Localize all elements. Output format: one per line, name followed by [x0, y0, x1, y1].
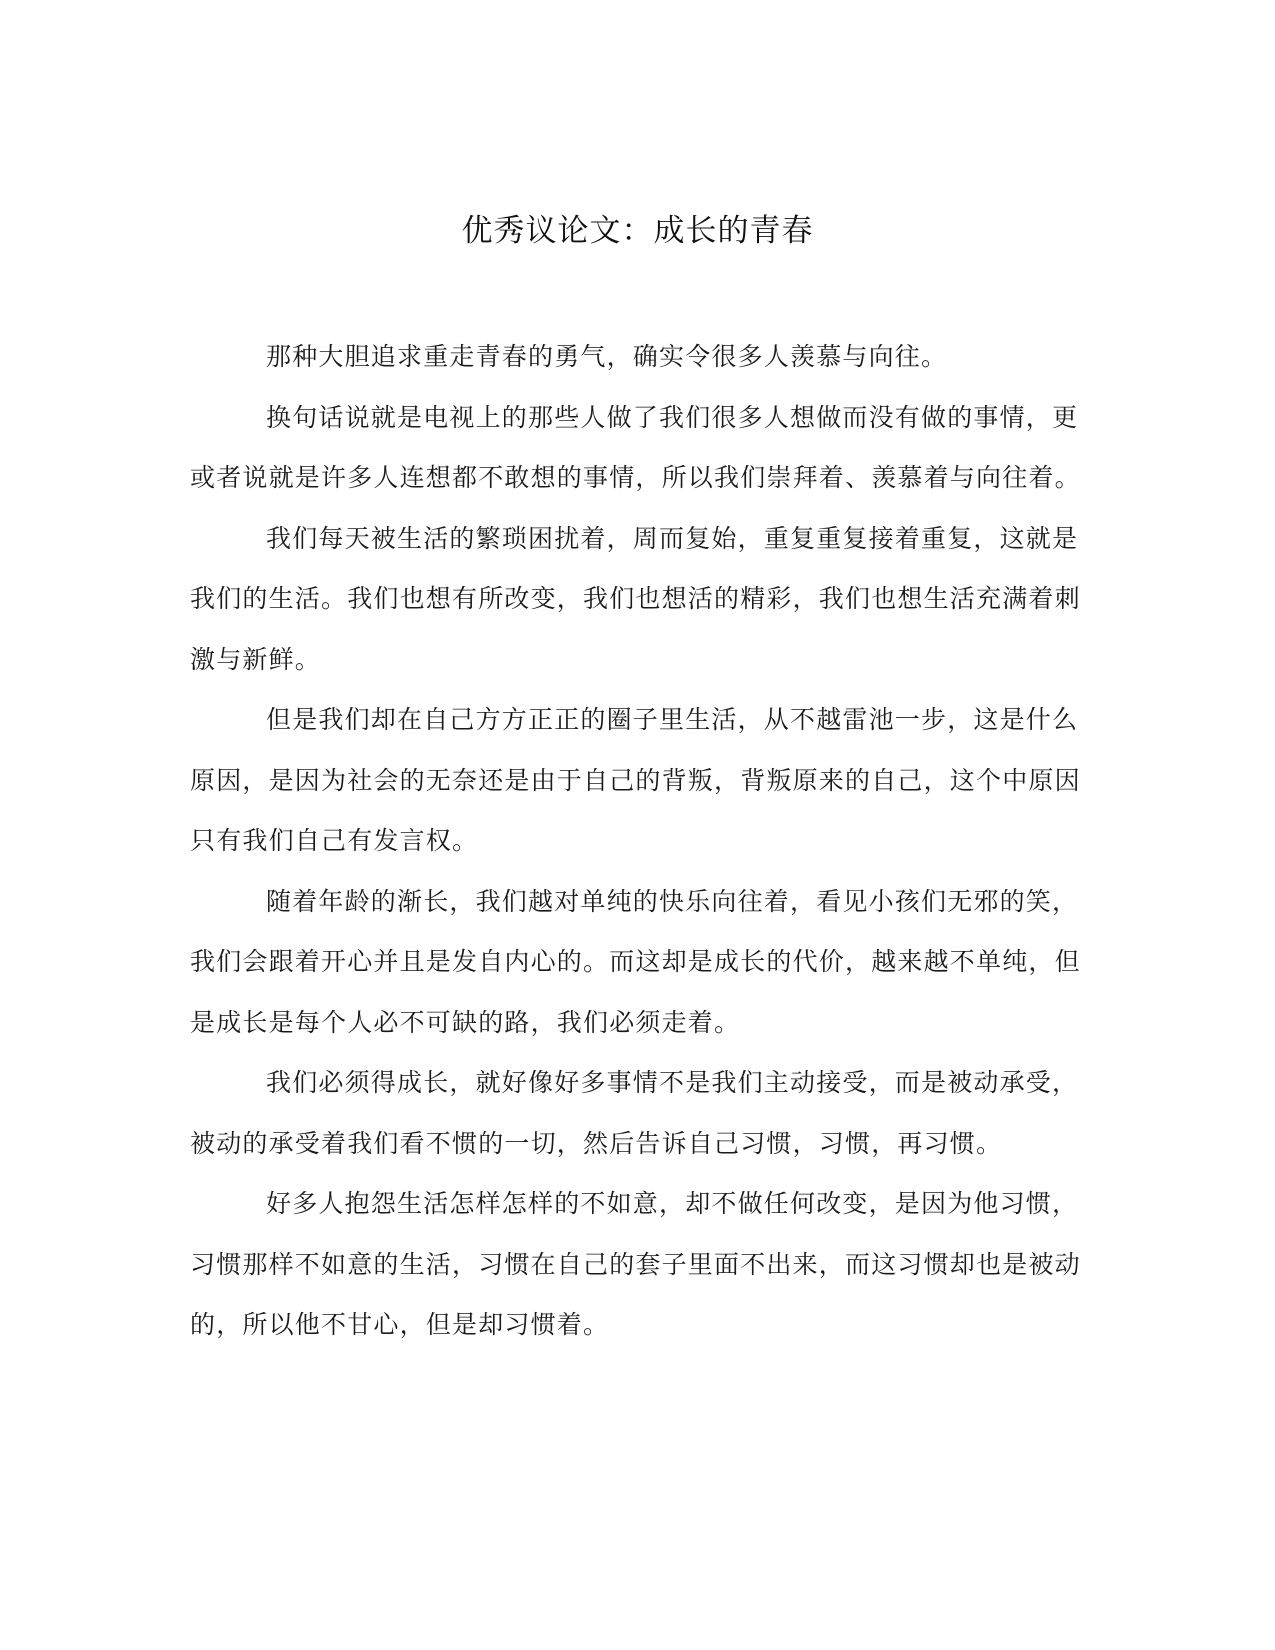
paragraph: 好多人抱怨生活怎样怎样的不如意，却不做任何改变，是因为他习惯，习惯那样不如意的生活，习惯在自己的套子里面不出来，而这习惯却也是被动的，所以他不甘心，但是却习惯着。 — [190, 1189, 1081, 1339]
paragraph: 我们每天被生活的繁琐困扰着，周而复始，重复重复接着重复，这就是我们的生活。我们也想有所改变，我们也想活的精彩，我们也想生活充满着刺激与新鲜。 — [190, 523, 1081, 674]
paragraph: 但是我们却在自己方方正正的圈子里生活，从不越雷池一步，这是什么原因，是因为社会的无奈还是由于自己的背叛，背叛原来的自己，这个中原因只有我们自己有发言权。 — [190, 705, 1081, 855]
paragraph: 换句话说就是电视上的那些人做了我们很多人想做而没有做的事情，更或者说就是许多人连想都不敢想的事情，所以我们崇拜着、羡慕着与向往着。 — [190, 402, 1081, 492]
paragraph: 我们必须得成长，就好像好多事情不是我们主动接受，而是被动承受，被动的承受着我们看不惯的一切，然后告诉自己习惯，习惯，再习惯。 — [190, 1068, 1079, 1158]
paragraph: 那种大胆追求重走青春的勇气，确实令很多人羡慕与向往。 — [266, 342, 948, 371]
document-body — [190, 327, 1082, 1356]
paragraph: 随着年龄的渐长，我们越对单纯的快乐向往着，看见小孩们无邪的笑，我们会跟着开心并且是发自内心的。而这却是成长的代价，越来越不单纯，但是成长是每个人必不可缺的路，我们必须走着。 — [190, 886, 1081, 1037]
document-title: 优秀议论文：成长的青春 — [461, 213, 814, 249]
